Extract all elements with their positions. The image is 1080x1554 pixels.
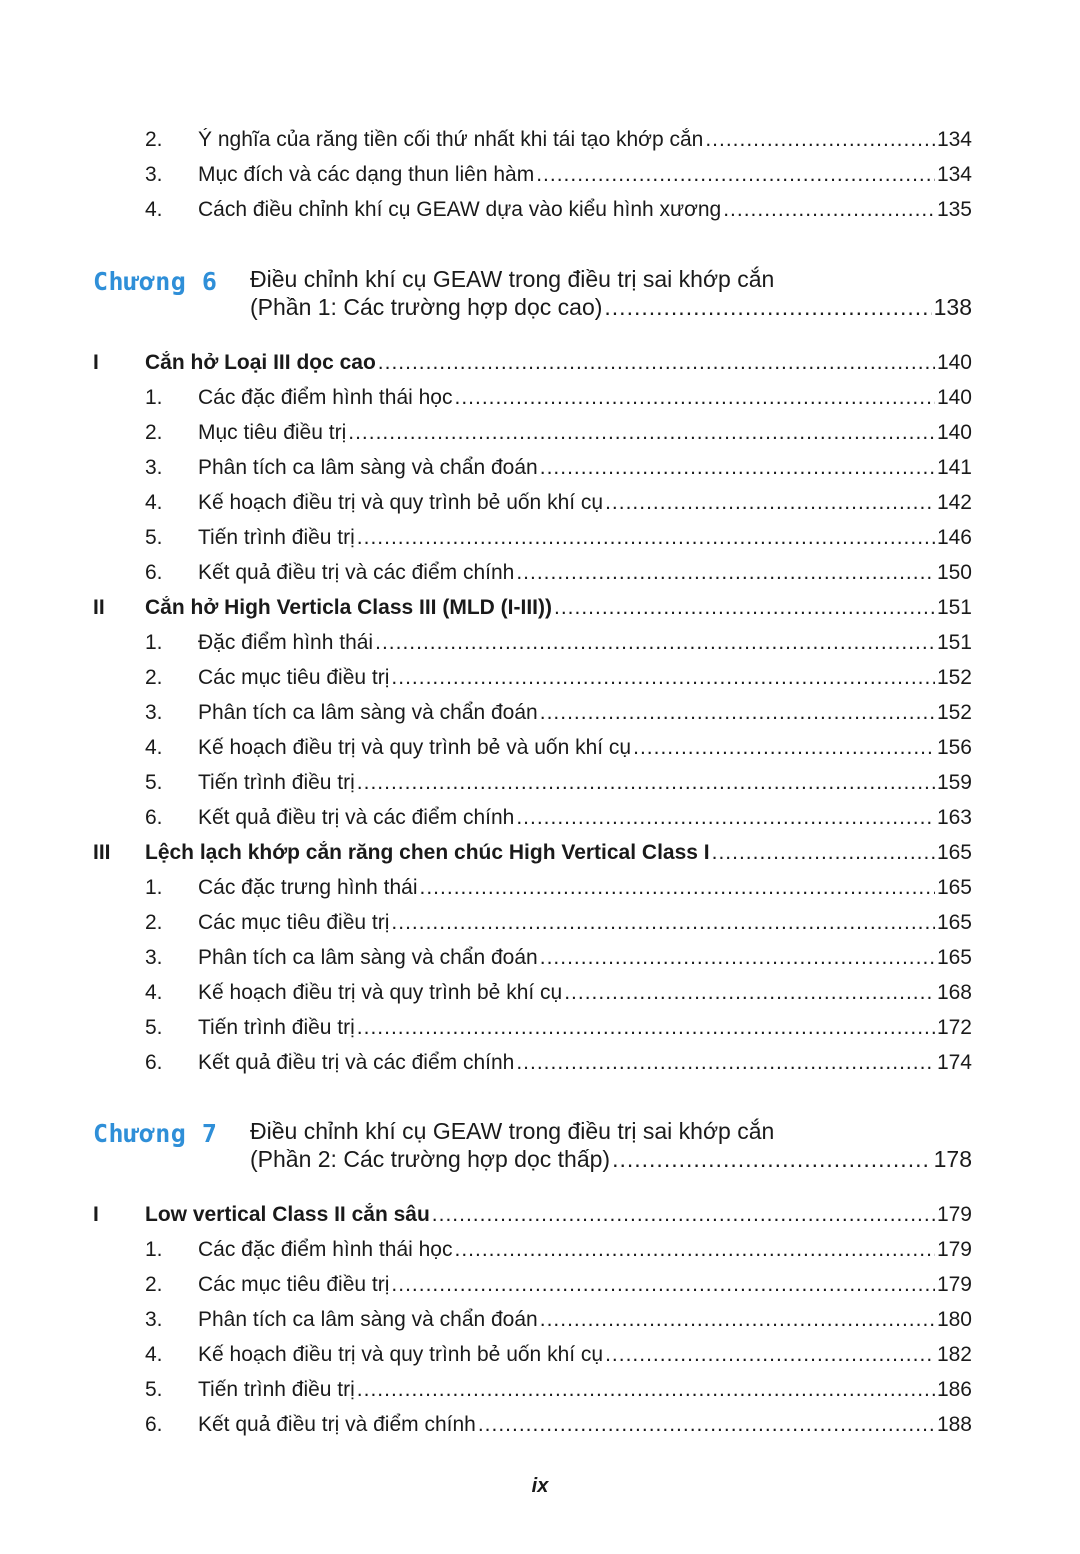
entry-line — [145, 351, 972, 375]
dot-leader — [612, 1146, 932, 1173]
toc-subsection-entry — [0, 1372, 1080, 1407]
entry-number: 1. — [145, 1237, 163, 1261]
toc-subsection-entry — [0, 1267, 1080, 1302]
dot-leader — [633, 736, 935, 760]
toc-subsection-entry — [0, 660, 1080, 695]
chapter-7-entries — [0, 1197, 1080, 1442]
entry-number: 5. — [145, 1015, 163, 1039]
toc-subsection-entry — [0, 625, 1080, 660]
entry-line — [145, 596, 972, 620]
entry-number: 2. — [145, 127, 163, 151]
entry-line — [198, 736, 972, 760]
entry-title: Ý nghĩa của răng tiền cối thứ nhất khi tái tạo khớp cắn — [198, 127, 704, 151]
entry-line — [198, 1343, 972, 1367]
entry-page-number: 156 — [936, 735, 972, 759]
toc-subsection-entry — [0, 555, 1080, 590]
dot-leader — [705, 128, 935, 152]
dot-leader — [540, 701, 935, 725]
entry-page-number: 152 — [936, 700, 972, 724]
entry-page-number: 163 — [936, 805, 972, 829]
entry-line — [198, 1413, 972, 1437]
entry-title: Phân tích ca lâm sàng và chẩn đoán — [198, 945, 538, 969]
chapter-7-page: 178 — [933, 1146, 972, 1172]
toc-continuation — [0, 122, 1080, 227]
chapter-7-title-line2 — [250, 1146, 972, 1173]
entry-number: 4. — [145, 197, 163, 221]
entry-line — [198, 981, 972, 1005]
page-number-footer: ix — [531, 1475, 549, 1497]
entry-title: Các đặc điểm hình thái học — [198, 1237, 453, 1261]
entry-page-number: 165 — [936, 910, 972, 934]
entry-page-number: 140 — [936, 385, 972, 409]
entry-number: 3. — [145, 162, 163, 186]
toc-section-entry — [0, 590, 1080, 625]
dot-leader — [605, 491, 935, 515]
entry-line — [198, 128, 972, 152]
entry-number: 2. — [145, 1272, 163, 1296]
entry-number: 5. — [145, 525, 163, 549]
dot-leader — [348, 421, 935, 445]
dot-leader — [540, 456, 935, 480]
entry-page-number: 165 — [936, 875, 972, 899]
entry-number: 4. — [145, 490, 163, 514]
toc-subsection-entry — [0, 1045, 1080, 1080]
entry-page-number: 165 — [936, 840, 972, 864]
entry-line — [198, 526, 972, 550]
dot-leader — [540, 946, 935, 970]
chapter-7-subtitle: (Phần 2: Các trường hợp dọc thấp) — [250, 1146, 611, 1172]
entry-title: Lệch lạch khớp cắn răng chen chúc High Vertical Class I — [145, 840, 710, 864]
entry-line — [145, 841, 972, 865]
entry-title: Các mục tiêu điều trị — [198, 910, 390, 934]
entry-number: II — [93, 595, 105, 619]
dot-leader — [605, 1343, 935, 1367]
entry-page-number: 140 — [936, 420, 972, 444]
dot-leader — [357, 771, 935, 795]
entry-number: 5. — [145, 770, 163, 794]
entry-number: I — [93, 1202, 99, 1226]
toc-subsection-entry — [0, 1302, 1080, 1337]
toc-subsection-entry — [0, 485, 1080, 520]
entry-page-number: 179 — [936, 1272, 972, 1296]
chapter-7-heading — [0, 1118, 1080, 1184]
entry-page-number: 150 — [936, 560, 972, 584]
entry-page-number: 168 — [936, 980, 972, 1004]
entry-line — [198, 1308, 972, 1332]
entry-page-number: 140 — [936, 350, 972, 374]
toc-subsection-entry — [0, 870, 1080, 905]
entry-page-number: 179 — [936, 1202, 972, 1226]
entry-title: Đặc điểm hình thái — [198, 630, 374, 654]
entry-title: Cách điều chỉnh khí cụ GEAW dựa vào kiểu hình xương — [198, 197, 722, 221]
toc-subsection-entry — [0, 415, 1080, 450]
dot-leader — [391, 666, 935, 690]
entry-page-number: 151 — [936, 630, 972, 654]
entry-title: Kết quả điều trị và các điểm chính — [198, 805, 515, 829]
entry-page-number: 141 — [936, 455, 972, 479]
dot-leader — [712, 841, 935, 865]
entry-title: Các đặc trưng hình thái — [198, 875, 418, 899]
entry-number: 3. — [145, 945, 163, 969]
toc-subsection-entry — [0, 695, 1080, 730]
chapter-6-title-line1: Điều chỉnh khí cụ GEAW trong điều trị sai khớp cắn — [250, 266, 775, 292]
entry-page-number: 151 — [936, 595, 972, 619]
entry-line — [198, 876, 972, 900]
entry-line — [198, 701, 972, 725]
chapter-6-label: Chương 6 — [93, 267, 218, 296]
toc-subsection-entry — [0, 1337, 1080, 1372]
entry-number: 5. — [145, 1377, 163, 1401]
dot-leader — [564, 981, 935, 1005]
dot-leader — [378, 351, 935, 375]
entry-page-number: 134 — [936, 162, 972, 186]
entry-number: 6. — [145, 1050, 163, 1074]
toc-subsection-entry — [0, 380, 1080, 415]
entry-title: Kế hoạch điều trị và quy trình bẻ uốn khí cụ — [198, 1342, 604, 1366]
entry-line — [198, 806, 972, 830]
entry-line — [198, 198, 972, 222]
entry-title: Các mục tiêu điều trị — [198, 665, 390, 689]
dot-leader — [420, 876, 935, 900]
entry-title: Low vertical Class II cắn sâu — [145, 1202, 430, 1226]
entry-number: 2. — [145, 665, 163, 689]
entry-line — [198, 946, 972, 970]
toc-subsection-entry — [0, 157, 1080, 192]
entry-number: 2. — [145, 910, 163, 934]
entry-line — [198, 1238, 972, 1262]
entry-page-number: 172 — [936, 1015, 972, 1039]
entry-line — [198, 386, 972, 410]
entry-line — [198, 1273, 972, 1297]
toc-subsection-entry — [0, 975, 1080, 1010]
toc-subsection-entry — [0, 1407, 1080, 1442]
chapter-6-title-line2 — [250, 294, 972, 321]
toc-subsection-entry — [0, 765, 1080, 800]
dot-leader — [536, 163, 935, 187]
entry-number: 3. — [145, 455, 163, 479]
entry-page-number: 165 — [936, 945, 972, 969]
toc-subsection-entry — [0, 520, 1080, 555]
entry-title: Tiến trình điều trị — [198, 525, 355, 549]
entry-line — [198, 561, 972, 585]
entry-line — [198, 421, 972, 445]
chapter-6-entries — [0, 345, 1080, 1080]
dot-leader — [375, 631, 935, 655]
entry-line — [145, 1203, 972, 1227]
entry-page-number: 146 — [936, 525, 972, 549]
dot-leader — [478, 1413, 935, 1437]
entry-line — [198, 771, 972, 795]
entry-number: 1. — [145, 385, 163, 409]
entry-line — [198, 491, 972, 515]
dot-leader — [454, 386, 934, 410]
dot-leader — [391, 1273, 935, 1297]
dot-leader — [432, 1203, 935, 1227]
toc-subsection-entry — [0, 122, 1080, 157]
toc-subsection-entry — [0, 450, 1080, 485]
entry-title: Phân tích ca lâm sàng và chẩn đoán — [198, 700, 538, 724]
dot-leader — [357, 1016, 935, 1040]
entry-title: Cắn hở Loại III dọc cao — [145, 350, 376, 374]
entry-number: 4. — [145, 980, 163, 1004]
dot-leader — [391, 911, 935, 935]
entry-number: 3. — [145, 700, 163, 724]
dot-leader — [516, 561, 935, 585]
entry-title: Mục tiêu điều trị — [198, 420, 347, 444]
entry-line — [198, 163, 972, 187]
toc-section-entry — [0, 345, 1080, 380]
entry-title: Kế hoạch điều trị và quy trình bẻ và uốn khí cụ — [198, 735, 632, 759]
entry-number: 6. — [145, 560, 163, 584]
entry-line — [198, 1016, 972, 1040]
dot-leader — [516, 806, 935, 830]
entry-title: Phân tích ca lâm sàng và chẩn đoán — [198, 455, 538, 479]
chapter-6-page: 138 — [933, 294, 972, 320]
entry-title: Phân tích ca lâm sàng và chẩn đoán — [198, 1307, 538, 1331]
entry-line — [198, 911, 972, 935]
dot-leader — [454, 1238, 934, 1262]
toc-section-entry — [0, 1197, 1080, 1232]
entry-number: 1. — [145, 630, 163, 654]
entry-number: 3. — [145, 1307, 163, 1331]
toc-subsection-entry — [0, 192, 1080, 227]
entry-title: Tiến trình điều trị — [198, 1377, 355, 1401]
dot-leader — [357, 1378, 935, 1402]
entry-page-number: 135 — [936, 197, 972, 221]
dot-leader — [604, 294, 931, 321]
entry-line — [198, 666, 972, 690]
chapter-6-heading — [0, 266, 1080, 332]
entry-page-number: 174 — [936, 1050, 972, 1074]
toc-section-entry — [0, 835, 1080, 870]
chapter-7-title-line1: Điều chỉnh khí cụ GEAW trong điều trị sai khớp cắn — [250, 1118, 775, 1144]
entry-title: Các mục tiêu điều trị — [198, 1272, 390, 1296]
dot-leader — [357, 526, 935, 550]
entry-page-number: 180 — [936, 1307, 972, 1331]
entry-title: Kế hoạch điều trị và quy trình bẻ khí cụ — [198, 980, 563, 1004]
entry-title: Kết quả điều trị và các điểm chính — [198, 560, 515, 584]
toc-subsection-entry — [0, 940, 1080, 975]
chapter-7-label: Chương 7 — [93, 1119, 218, 1148]
entry-number: 4. — [145, 1342, 163, 1366]
entry-number: I — [93, 350, 99, 374]
entry-title: Kết quả điều trị và các điểm chính — [198, 1050, 515, 1074]
entry-page-number: 186 — [936, 1377, 972, 1401]
entry-page-number: 179 — [936, 1237, 972, 1261]
entry-page-number: 182 — [936, 1342, 972, 1366]
entry-number: III — [93, 840, 111, 864]
entry-line — [198, 456, 972, 480]
entry-title: Cắn hở High Verticla Class III (MLD (I-III)) — [145, 595, 552, 619]
entry-page-number: 152 — [936, 665, 972, 689]
entry-title: Các đặc điểm hình thái học — [198, 385, 453, 409]
entry-title: Tiến trình điều trị — [198, 770, 355, 794]
chapter-6-subtitle: (Phần 1: Các trường hợp dọc cao) — [250, 294, 603, 320]
entry-title: Kết quả điều trị và điểm chính — [198, 1412, 476, 1436]
entry-title: Mục đích và các dạng thun liên hàm — [198, 162, 535, 186]
entry-number: 1. — [145, 875, 163, 899]
dot-leader — [723, 198, 935, 222]
dot-leader — [554, 596, 935, 620]
entry-number: 4. — [145, 735, 163, 759]
entry-title: Kế hoạch điều trị và quy trình bẻ uốn khí cụ — [198, 490, 604, 514]
toc-subsection-entry — [0, 1232, 1080, 1267]
toc-subsection-entry — [0, 730, 1080, 765]
dot-leader — [540, 1308, 935, 1332]
entry-page-number: 142 — [936, 490, 972, 514]
entry-number: 2. — [145, 420, 163, 444]
entry-number: 6. — [145, 1412, 163, 1436]
toc-subsection-entry — [0, 800, 1080, 835]
toc-subsection-entry — [0, 905, 1080, 940]
entry-page-number: 134 — [936, 127, 972, 151]
entry-line — [198, 1051, 972, 1075]
entry-title: Tiến trình điều trị — [198, 1015, 355, 1039]
dot-leader — [516, 1051, 935, 1075]
entry-page-number: 188 — [936, 1412, 972, 1436]
toc-subsection-entry — [0, 1010, 1080, 1045]
entry-number: 6. — [145, 805, 163, 829]
entry-page-number: 159 — [936, 770, 972, 794]
entry-line — [198, 631, 972, 655]
entry-line — [198, 1378, 972, 1402]
